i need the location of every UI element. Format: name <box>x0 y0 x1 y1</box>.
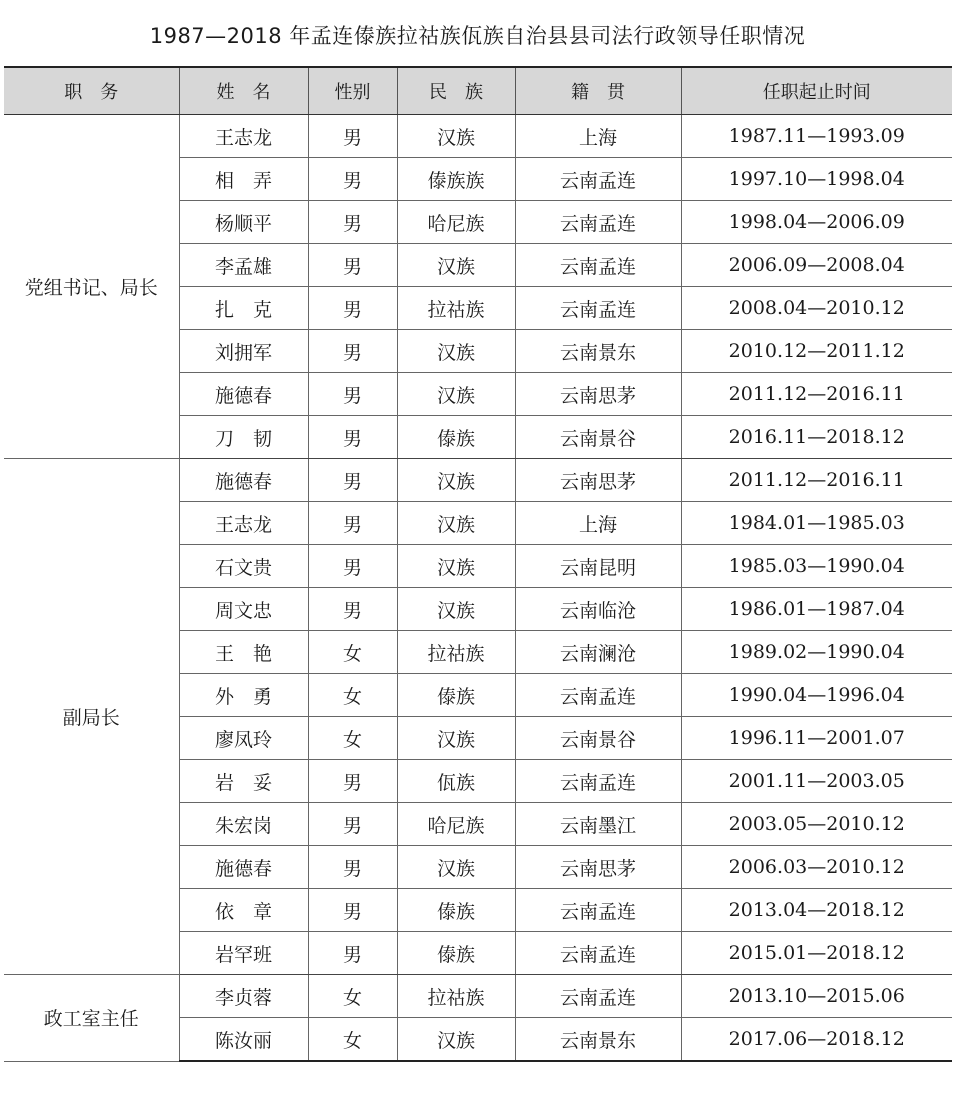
term-cell: 2006.03—2010.12 <box>681 846 952 889</box>
ethnicity-cell: 拉祜族 <box>397 287 515 330</box>
name-cell: 施德春 <box>179 846 308 889</box>
name-cell: 石文贵 <box>179 545 308 588</box>
hometown-cell: 云南孟连 <box>515 674 681 717</box>
ethnicity-cell: 傣族 <box>397 416 515 459</box>
name-cell: 相 弄 <box>179 158 308 201</box>
header-term: 任职起止时间 <box>681 67 952 115</box>
name-cell: 杨顺平 <box>179 201 308 244</box>
hometown-cell: 云南澜沧 <box>515 631 681 674</box>
ethnicity-cell: 汉族 <box>397 846 515 889</box>
ethnicity-cell: 哈尼族 <box>397 201 515 244</box>
hometown-cell: 云南孟连 <box>515 287 681 330</box>
term-cell: 2011.12—2016.11 <box>681 373 952 416</box>
ethnicity-cell: 汉族 <box>397 373 515 416</box>
name-cell: 朱宏岗 <box>179 803 308 846</box>
position-cell: 党组书记、局长 <box>4 115 179 459</box>
name-cell: 刀 韧 <box>179 416 308 459</box>
term-cell: 2006.09—2008.04 <box>681 244 952 287</box>
ethnicity-cell: 汉族 <box>397 717 515 760</box>
table-row <box>4 115 952 158</box>
ethnicity-cell: 傣族 <box>397 674 515 717</box>
hometown-cell: 云南思茅 <box>515 459 681 502</box>
term-cell: 2008.04—2010.12 <box>681 287 952 330</box>
hometown-cell: 云南景东 <box>515 330 681 373</box>
term-cell: 2003.05—2010.12 <box>681 803 952 846</box>
gender-cell: 男 <box>308 244 397 287</box>
term-cell: 1984.01—1985.03 <box>681 502 952 545</box>
hometown-cell: 云南孟连 <box>515 889 681 932</box>
gender-cell: 男 <box>308 588 397 631</box>
hometown-cell: 云南景东 <box>515 1018 681 1062</box>
hometown-cell: 云南孟连 <box>515 760 681 803</box>
term-cell: 1990.04—1996.04 <box>681 674 952 717</box>
header-position: 职 务 <box>4 67 179 115</box>
header-ethnicity: 民 族 <box>397 67 515 115</box>
gender-cell: 男 <box>308 932 397 975</box>
hometown-cell: 云南孟连 <box>515 244 681 287</box>
gender-cell: 男 <box>308 545 397 588</box>
term-cell: 1985.03—1990.04 <box>681 545 952 588</box>
hometown-cell: 云南景谷 <box>515 416 681 459</box>
ethnicity-cell: 拉祜族 <box>397 975 515 1018</box>
name-cell: 扎 克 <box>179 287 308 330</box>
hometown-cell: 云南思茅 <box>515 846 681 889</box>
name-cell: 岩罕班 <box>179 932 308 975</box>
ethnicity-cell: 佤族 <box>397 760 515 803</box>
position-cell: 政工室主任 <box>4 975 179 1062</box>
header-gender: 性别 <box>308 67 397 115</box>
name-cell: 施德春 <box>179 459 308 502</box>
hometown-cell: 云南临沧 <box>515 588 681 631</box>
ethnicity-cell: 汉族 <box>397 588 515 631</box>
ethnicity-cell: 傣族 <box>397 932 515 975</box>
name-cell: 岩 妥 <box>179 760 308 803</box>
gender-cell: 女 <box>308 674 397 717</box>
ethnicity-cell: 汉族 <box>397 545 515 588</box>
gender-cell: 男 <box>308 416 397 459</box>
ethnicity-cell: 傣族族 <box>397 158 515 201</box>
hometown-cell: 上海 <box>515 115 681 158</box>
gender-cell: 男 <box>308 889 397 932</box>
table-row <box>4 459 952 502</box>
gender-cell: 女 <box>308 717 397 760</box>
hometown-cell: 云南孟连 <box>515 932 681 975</box>
ethnicity-cell: 汉族 <box>397 502 515 545</box>
gender-cell: 男 <box>308 201 397 244</box>
header-hometown: 籍 贯 <box>515 67 681 115</box>
name-cell: 陈汝丽 <box>179 1018 308 1062</box>
ethnicity-cell: 汉族 <box>397 244 515 287</box>
header-name: 姓 名 <box>179 67 308 115</box>
ethnicity-cell: 拉祜族 <box>397 631 515 674</box>
gender-cell: 男 <box>308 502 397 545</box>
header-row <box>4 67 952 115</box>
term-cell: 1986.01—1987.04 <box>681 588 952 631</box>
term-cell: 2011.12—2016.11 <box>681 459 952 502</box>
gender-cell: 男 <box>308 330 397 373</box>
gender-cell: 男 <box>308 158 397 201</box>
ethnicity-cell: 傣族 <box>397 889 515 932</box>
hometown-cell: 云南思茅 <box>515 373 681 416</box>
table-row <box>4 975 952 1018</box>
table-body <box>4 115 952 1062</box>
ethnicity-cell: 汉族 <box>397 1018 515 1062</box>
hometown-cell: 云南孟连 <box>515 975 681 1018</box>
gender-cell: 女 <box>308 975 397 1018</box>
term-cell: 2001.11—2003.05 <box>681 760 952 803</box>
hometown-cell: 云南昆明 <box>515 545 681 588</box>
term-cell: 1989.02—1990.04 <box>681 631 952 674</box>
term-cell: 1998.04—2006.09 <box>681 201 952 244</box>
name-cell: 依 章 <box>179 889 308 932</box>
ethnicity-cell: 汉族 <box>397 459 515 502</box>
name-cell: 外 勇 <box>179 674 308 717</box>
gender-cell: 男 <box>308 115 397 158</box>
hometown-cell: 云南墨江 <box>515 803 681 846</box>
position-cell: 副局长 <box>4 459 179 975</box>
term-cell: 2015.01—2018.12 <box>681 932 952 975</box>
term-cell: 2013.04—2018.12 <box>681 889 952 932</box>
hometown-cell: 云南景谷 <box>515 717 681 760</box>
table-header <box>4 67 952 115</box>
term-cell: 2016.11—2018.12 <box>681 416 952 459</box>
gender-cell: 男 <box>308 846 397 889</box>
term-cell: 2010.12—2011.12 <box>681 330 952 373</box>
term-cell: 1997.10—1998.04 <box>681 158 952 201</box>
ethnicity-cell: 汉族 <box>397 115 515 158</box>
term-cell: 2013.10—2015.06 <box>681 975 952 1018</box>
gender-cell: 女 <box>308 631 397 674</box>
term-cell: 1987.11—1993.09 <box>681 115 952 158</box>
ethnicity-cell: 哈尼族 <box>397 803 515 846</box>
gender-cell: 男 <box>308 459 397 502</box>
name-cell: 王 艳 <box>179 631 308 674</box>
hometown-cell: 上海 <box>515 502 681 545</box>
name-cell: 王志龙 <box>179 115 308 158</box>
name-cell: 周文忠 <box>179 588 308 631</box>
page-title: 1987—2018 年孟连傣族拉祜族佤族自治县县司法行政领导任职情况 <box>149 24 806 48</box>
gender-cell: 男 <box>308 373 397 416</box>
hometown-cell: 云南孟连 <box>515 158 681 201</box>
name-cell: 李贞蓉 <box>179 975 308 1018</box>
name-cell: 刘拥军 <box>179 330 308 373</box>
gender-cell: 男 <box>308 803 397 846</box>
gender-cell: 女 <box>308 1018 397 1062</box>
ethnicity-cell: 汉族 <box>397 330 515 373</box>
gender-cell: 男 <box>308 287 397 330</box>
name-cell: 李孟雄 <box>179 244 308 287</box>
hometown-cell: 云南孟连 <box>515 201 681 244</box>
gender-cell: 男 <box>308 760 397 803</box>
name-cell: 王志龙 <box>179 502 308 545</box>
leaders-table <box>4 66 952 1062</box>
name-cell: 施德春 <box>179 373 308 416</box>
name-cell: 廖凤玲 <box>179 717 308 760</box>
term-cell: 1996.11—2001.07 <box>681 717 952 760</box>
term-cell: 2017.06—2018.12 <box>681 1018 952 1062</box>
